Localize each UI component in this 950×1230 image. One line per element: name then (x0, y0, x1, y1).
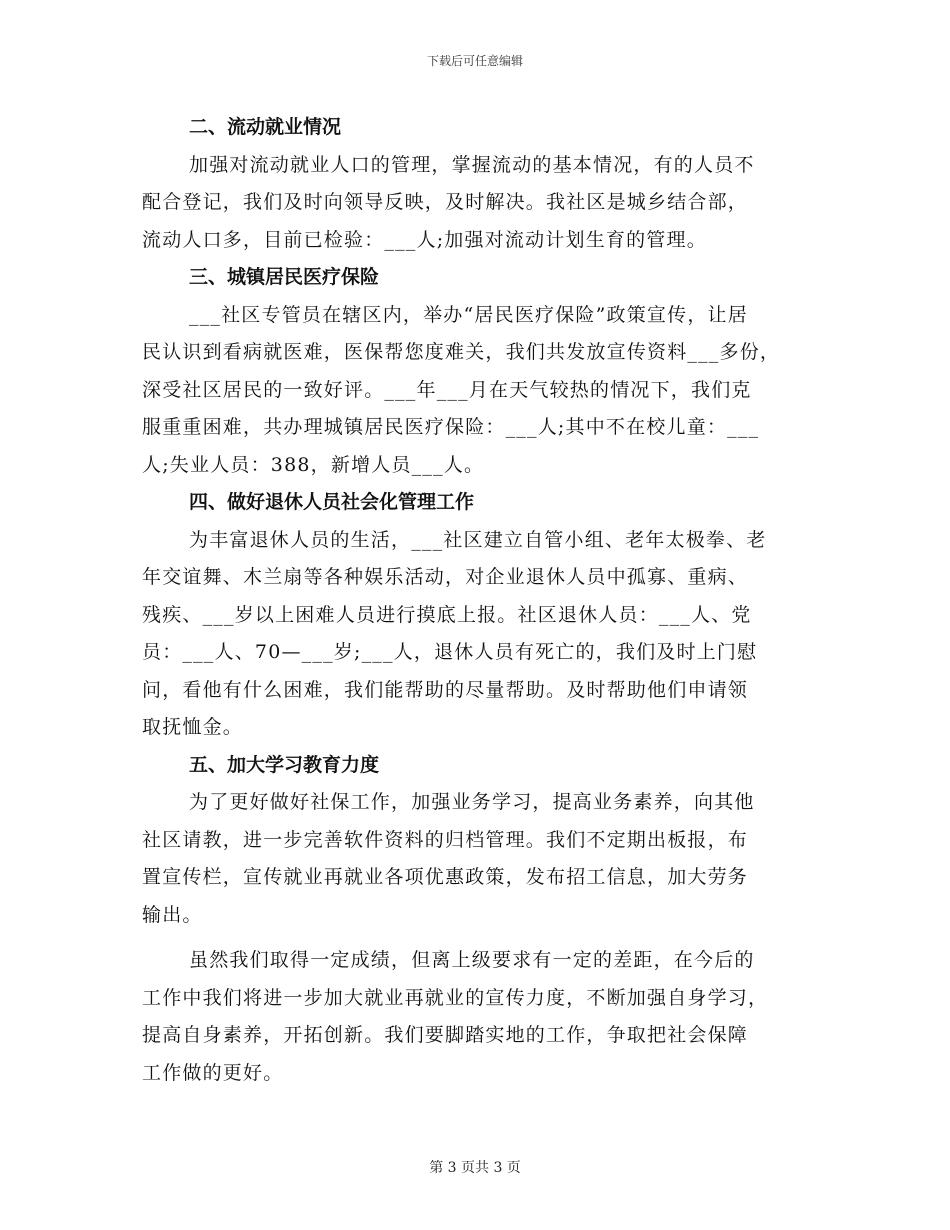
text-line: 人;失业人员：388，新增人员___人。 (142, 453, 485, 476)
text-line: 提高自身素养，开拓创新。我们要脚踏实地的工作，争取把社会保障 (142, 1024, 749, 1046)
text-line: 服重重困难，共办理城镇居民医疗保险：___人;其中不在校儿童：___ (142, 416, 760, 438)
text-line: 为了更好做好社保工作，加强业务学习，提高业务素养，向其他 (189, 791, 755, 813)
text-line: 加强对流动就业人口的管理，掌握流动的基本情况，有的人员不 (189, 153, 755, 176)
text-line: 深受社区居民的一致好评。___年___月在天气较热的情况下，我们克 (142, 378, 752, 401)
section-heading: 五、加大学习教育力度 (189, 753, 380, 776)
text-line: 配合登记，我们及时向领导反映，及时解决。我社区是城乡结合部， (142, 191, 749, 213)
document-body (142, 109, 810, 1092)
paragraph (142, 147, 810, 260)
text-line: ___社区专管员在辖区内，举办“居民医疗保险”政策宣传，让居 (189, 303, 748, 326)
section-learning-education (142, 747, 810, 1093)
section-heading: 四、做好退休人员社会化管理工作 (189, 491, 475, 513)
paragraph-gap (142, 934, 810, 942)
text-line: 残疾、___岁以上困难人员进行摸底上报。社区退休人员：___人、党 (142, 603, 752, 626)
section-floating-employment (142, 109, 810, 259)
page-header: 下载后可任意编辑 (426, 54, 523, 68)
text-line: 取抚恤金。 (142, 716, 244, 738)
text-line: 流动人口多，目前已检验：___人;加强对流动计划生育的管理。 (142, 228, 707, 251)
page-footer: 第 3 页共 3 页 (429, 1160, 521, 1176)
section-retiree-management (142, 484, 810, 747)
text-line: 员：___人、70—___岁;___人，退休人员有死亡的，我们及时上门慰 (142, 641, 758, 663)
text-line: 为丰富退休人员的生活，___社区建立自管小组、老年太极拳、老 (189, 528, 767, 551)
paragraph (142, 784, 810, 934)
paragraph (142, 522, 810, 747)
text-line: 置宣传栏，宣传就业再就业各项优惠政策，发布招工信息，加大劳务 (142, 866, 749, 888)
text-line: 工作做的更好。 (142, 1061, 284, 1084)
paragraph (142, 942, 810, 1092)
section-urban-medical-insurance (142, 259, 810, 484)
text-line: 虽然我们取得一定成绩，但离上级要求有一定的差距，在今后的 (189, 949, 755, 971)
text-line: 年交谊舞、木兰扇等各种娱乐活动，对企业退休人员中孤寡、重病、 (142, 566, 749, 588)
text-line: 民认识到看病就医难，医保帮您度难关，我们共发放宣传资料___多份， (142, 341, 781, 363)
section-heading: 三、城镇居民医疗保险 (189, 266, 380, 288)
paragraph (142, 297, 810, 485)
text-line: 输出。 (142, 903, 203, 926)
text-line: 社区请教，进一步完善软件资料的归档管理。我们不定期出板报，布 (142, 828, 749, 851)
section-heading: 二、流动就业情况 (189, 116, 342, 138)
text-line: 工作中我们将进一步加大就业再就业的宣传力度，不断加强自身学习， (142, 986, 769, 1009)
text-line: 问，看他有什么困难，我们能帮助的尽量帮助。及时帮助他们申请领 (142, 678, 749, 701)
